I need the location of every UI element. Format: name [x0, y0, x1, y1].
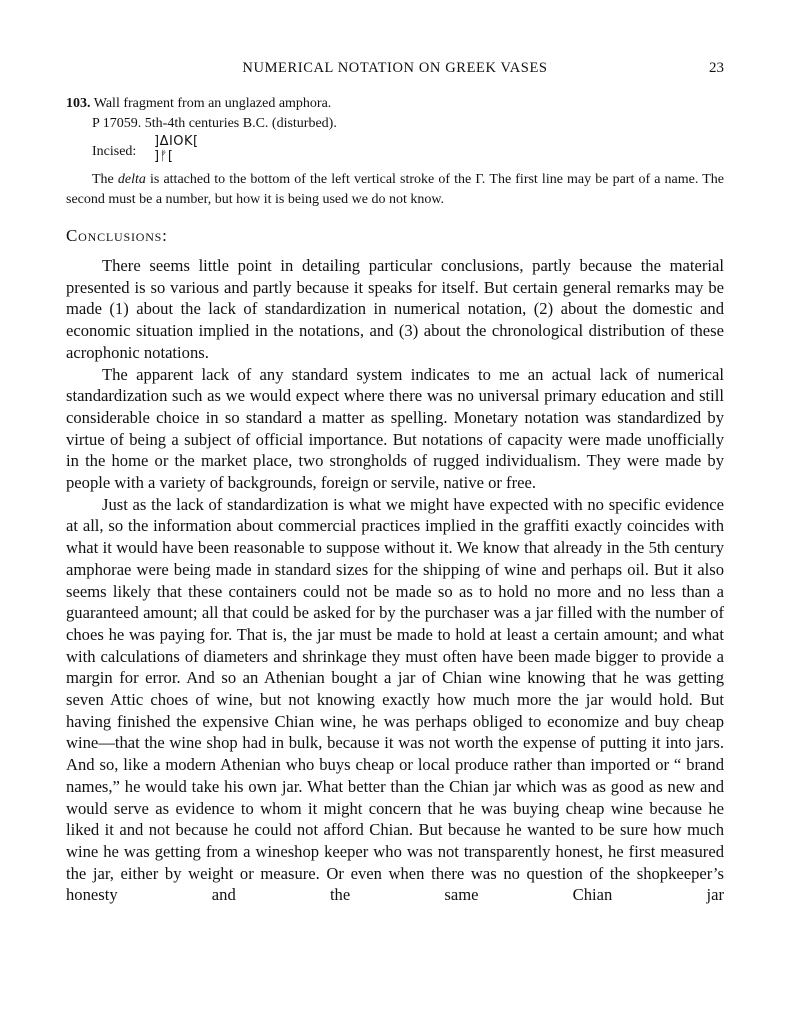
- page-number: 23: [709, 60, 724, 76]
- catalog-entry: [66, 94, 724, 210]
- paragraph-3: Just as the lack of standardization is what we might have expected with no specific evidence at all, so the information about commercial practices implied in the graffiti exactly coincides with what it would have been reasonable to suppose without it. We know that already in the 5th century amphorae were being made in standard sizes for the shipping of wine and perhaps oil. But it also seems likely that these containers could not be made so as to hold no more and no less than a guaranteed amount; all that could be asked for by the purchaser was a jar filled with the number of choes he was paying for. That is, the jar must be made to hold at least a certain amount; and what with calculations of diameters and shrinkage they must often have been made bigger to provide a margin for error. And so an Athenian bought a jar of Chian wine knowing that he was getting seven Attic choes of wine, but not knowing exactly how much more the jar would hold. But having finished the expensive Chian wine, he was perhaps obliged to economize and buy cheap wine—that the wine shop had in bulk, because it was not worth the expense of putting it into jars. And so, like a modern Athenian who buys cheap or local produce rather than imported or “ brand names,” he would take his own jar. What better than the Chian jar which was as good as new and would serve as evidence to whom it might concern that he was buying cheap wine because he liked it and not because he could not afford Chian. But because he wanted to be sure how much wine he was getting from a wineshop keeper who was not transparently honest, he first measured the jar, either by weight or measure. Or even when there was no question of the shopkeeper’s honesty and the same Chian jar: [66, 494, 724, 905]
- paragraph-2: The apparent lack of any standard system indicates to me an actual lack of numerical standardization such as we would expect where there was no universal primary education and still considerable choice in so standard a matter as spelling. Monetary notation was standardized by virtue of being a subject of official importance. But notations of capacity were made unofficially in the home or the market place, two strongholds of rugged individualism. They were made by people with a variety of backgrounds, foreign or servile, native or free.: [66, 364, 724, 493]
- paragraph-1: There seems little point in detailing particular conclusions, partly because the material presented is so various and partly because it speaks for itself. But certain general remarks may be made (1) about the lack of standardization in numerical notation, (2) about the domestic and economic situation implied in the notations, and (3) about the chronological distribution of these acrophonic notations.: [66, 256, 724, 362]
- section-heading: Conclusions:: [66, 226, 168, 245]
- incised-line-2: ]ᚠ[: [154, 149, 174, 164]
- incised-line-1: ]ΔΙΟΚ[: [154, 134, 199, 149]
- running-head: [66, 60, 724, 80]
- incised-inscription: [66, 134, 724, 168]
- incised-glyphs: [154, 134, 199, 164]
- running-title: NUMERICAL NOTATION ON GREEK VASES: [242, 60, 548, 76]
- entry-note: [66, 170, 724, 210]
- entry-note-post: is attached to the bottom of the left vertical stroke of the Γ. The first line may be part of a name. The second must be a number, but how it is being used we do not know.: [66, 172, 725, 207]
- entry-description: Wall fragment from an unglazed amphora.: [93, 96, 332, 111]
- entry-inventory: P 17059. 5th-4th centuries B.C. (disturbed).: [92, 116, 337, 131]
- entry-number: 103.: [66, 96, 91, 111]
- body-text: [66, 255, 724, 906]
- entry-note-pre: The: [92, 172, 118, 187]
- entry-note-italic: delta: [117, 172, 146, 187]
- incised-label: Incised:: [92, 144, 137, 159]
- entry-heading: [66, 94, 724, 114]
